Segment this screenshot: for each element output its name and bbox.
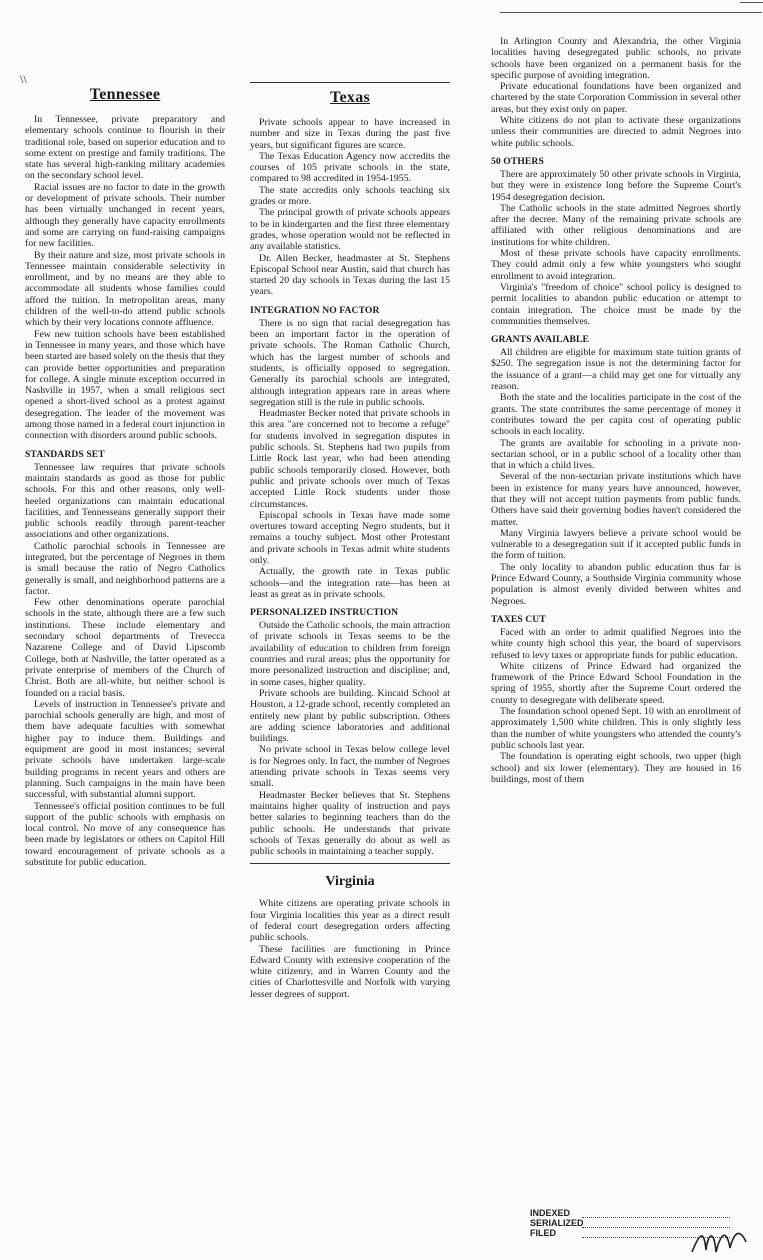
personalized-paragraph: Outside the Catholic schools, the main attraction of private schools in Texas seems to be the availability of education to children from foreign countries and rural areas; plus the opportunity for more personalized instruction and discipline; and, in some cases, higher quality. bbox=[250, 620, 450, 688]
texas-paragraph: The principal growth of private schools appears to be in kindergarten and the first three elementary grades, whose operation would not be reflected in any available statistics. bbox=[250, 207, 450, 253]
taxes-heading: TAXES CUT bbox=[491, 613, 546, 625]
corner-mark: \\ bbox=[20, 72, 27, 86]
taxes-paragraph: The foundation school opened Sept. 10 with an enrollment of approximately 1,500 white children. This is only slightly less than the number of white youngsters who attended the county's public schools last year. bbox=[491, 706, 741, 751]
texas-paragraph: The Texas Education Agency now accredits the courses of 105 private schools in the state, compared to 98 accredited in 1954-1955. bbox=[250, 150, 450, 185]
integration-paragraph: Episcopal schools in Texas have made some overtures toward accepting Negro students, but it remains a touchy subject. Most other Protestant and private schools in Texas admit white students only. bbox=[250, 509, 450, 566]
grants-paragraph: Both the state and the localities participate in the cost of the grants. The state contributes the same percentage of money it contributes toward the per capita cost of operating public schools in each locality. bbox=[491, 392, 741, 438]
texas-column bbox=[250, 80, 450, 1170]
grants-paragraph: All children are eligible for maximum state tuition grants of $250. The segregation issue is not the determining factor for the issuance of a grant—a child may get one for virtually any reason. bbox=[491, 347, 741, 393]
personalized-paragraph: Private schools are building. Kincaid School at Houston, a 12-grade school, recently completed an entirely new plant by public subscription. Others are adding science laboratories and additional buildings. bbox=[250, 687, 450, 745]
texas-top-rule bbox=[250, 82, 450, 83]
texas-paragraph: Private schools appear to have increased in number and size in Texas during the past five years, but significant figures are scarce. bbox=[250, 117, 450, 151]
virginia-heading: Virginia bbox=[325, 874, 375, 890]
texas-paragraph: Dr. Allen Becker, headmaster at St. Stephens Episcopal School near Austin, said that church has started 20 day schools in Texas during the last 15 years. bbox=[250, 252, 450, 298]
virginia-paragraph: In Arlington County and Alexandria, the other Virginia localities having desegregated public schools, no private schools have been organized on a permanent basis for the specific purpose of avoiding integration. bbox=[491, 36, 741, 81]
virginia-column bbox=[491, 36, 741, 1176]
virginia-paragraph: Private educational foundations have been organized and chartered by the state Corporation Commission in several other areas, but they exist only on paper. bbox=[491, 81, 741, 115]
tennessee-paragraph: Few new tuition schools have been established in Tennessee in many years, and those which have been started are based solely on the thesis that they can provide better opportunities and preparation for college. A single minute exception occurred in Nashville in 1957, when a small religious sect opened a short-lived school as a protest against desegregation. The leader of the movement was among those named in a federal court injunction in connection with disorders around public schools. bbox=[25, 328, 225, 442]
standards-paragraph: Few other denominations operate parochial schools in the state, although there are a few such institutions. These include elementary and secondary school departments of Trevecca Nazarene College and of David Lipscomb College, both at Nashville, the latter operated as a private enterprise of members of the Church of Christ. Both are all-white, but neither school is founded on a racial basis. bbox=[25, 597, 225, 699]
tennessee-heading: Tennessee bbox=[89, 86, 161, 103]
others-paragraph: The Catholic schools in the state admitted Negroes shortly after the decree. Many of the remaining private schools are affiliated with other religious denominations and are institutions for white children. bbox=[491, 202, 741, 248]
stamp-filed-label: FILED bbox=[530, 1228, 556, 1238]
integration-paragraph: Actually, the growth rate in Texas public schools—and the integration rate—has been at least as great as in private schools. bbox=[250, 566, 450, 600]
taxes-paragraph: White citizens of Prince Edward had organized the framework of the Prince Edward School Foundation in the spring of 1955, shortly after the Supreme Court ordered the county to desegregate with deliberate speed. bbox=[491, 660, 741, 706]
grants-heading: GRANTS AVAILABLE bbox=[491, 334, 590, 346]
tennessee-paragraph: In Tennessee, private preparatory and elementary schools continue to flourish in their traditional role, based on superior education and to some extent on prestige and family traditions. The state has several high-ranking military academies on the secondary school level. bbox=[25, 114, 225, 182]
standards-heading: STANDARDS SET bbox=[25, 448, 105, 460]
stamp-indexed-label: INDEXED bbox=[530, 1208, 571, 1218]
virginia-paragraph: White citizens do not plan to activate these organizations unless their communities are directed to admit Negroes into white public schools. bbox=[491, 115, 741, 149]
standards-paragraph: Catholic parochial schools in Tennessee are integrated, but the percentage of Negroes in them is small because the ratio of Negro Catholics generally is small, and neighborhood patterns are a factor. bbox=[25, 540, 225, 597]
grants-paragraph: Several of the non-sectarian private institutions which have been in existence for many years have announced, however, that they will not accept tuition payments from public funds. Others have said their governing bodies haven't considered the matter. bbox=[491, 471, 741, 528]
tennessee-paragraph: Racial issues are no factor to date in the growth or development of private schools. Their number has been virtually unchanged in recent years, although they generally have capacity enrollments and some are carrying on fund-raising campaigns for new facilities. bbox=[25, 181, 225, 250]
virginia-paragraph: These facilities are functioning in Prince Edward County with extensive cooperation of the white citizenry, and in Warren County and the cities of Charlottesville and Norfolk with varying lesser degrees of support. bbox=[250, 943, 450, 1000]
virginia-rule bbox=[250, 863, 450, 864]
grants-paragraph: Many Virginia lawyers believe a private school would be vulnerable to a desegregation suit if it accepted public funds in the form of tuition. bbox=[491, 527, 741, 562]
personalized-paragraph: No private school in Texas below college level is for Negroes only. In fact, the number of Negroes attending private schools in Texas seems very small. bbox=[250, 744, 450, 790]
tennessee-paragraph: By their nature and size, most private schools in Tennessee maintain considerable selectivity in enrollment, and by no means are they able to accommodate all students whose families could afford the tuition. In metropolitan areas, many children of the well-to-do attend public schools which by their very locations connote affluence. bbox=[25, 249, 225, 329]
standards-paragraph: Tennessee law requires that private schools maintain standards as good as those for public schools. For this and other reasons, only well-heeled organizations can maintain educational facilities, and Tennesseans generally support their public schools readily through parent-teacher associations and other organizations. bbox=[25, 461, 225, 541]
personalized-paragraph: Headmaster Becker believes that St. Stephens maintains higher quality of instruction and pays better salaries to beginning teachers than do the public schools. He understands that private schools of Texas generally do about as well as public schools in maintaining a teacher supply. bbox=[250, 789, 450, 858]
integration-heading: INTEGRATION NO FACTOR bbox=[250, 304, 380, 316]
integration-paragraph: There is no sign that racial desegregation has been an important factor in the operation of private schools. The Roman Catholic Church, which has the largest number of schools and students, is officially opposed to segregation. Generally its parochial schools are integrated, although integration appears rare in areas where segregation still is the rule in public schools. bbox=[250, 317, 450, 408]
handwritten-signature bbox=[690, 1222, 750, 1258]
others-heading: 50 OTHERS bbox=[491, 155, 544, 167]
standards-paragraph: Levels of instruction in Tennessee's private and parochial schools generally are high, and most of them have adequate faculties with somewhat higher pay to induce them. Buildings and equipment are good in most instances; several private schools have undertaken large-scale building programs in recent years and others are planning. Such campaigns in the main have been successful, with substantial alumni support. bbox=[25, 698, 225, 801]
texas-paragraph: The state accredits only schools teaching six grades or more. bbox=[250, 184, 450, 208]
grants-paragraph: The grants are available for schooling in a private non-sectarian school, or in a public school of a locality other than that in which a child lives. bbox=[491, 437, 741, 472]
top-rule-corner bbox=[740, 2, 763, 3]
texas-heading: Texas bbox=[329, 89, 371, 106]
taxes-paragraph: The foundation is operating eight schools, two upper (high school) and six lower (elementary). They are housed in 16 buildings, most of them bbox=[491, 751, 741, 785]
taxes-paragraph: Faced with an order to admit qualified Negroes into the white county high school this year, the board of supervisors refused to levy taxes or appropriate funds for public education. bbox=[491, 626, 741, 661]
integration-paragraph: Headmaster Becker noted that private schools in this area "are concerned not to become a refuge" for students involved in segregation disputes in public schools. St. Stephens had two pupils from Little Rock last year, who had been attending public schools temporarily closed. However, both public and private schools over much of Texas accepted Little Rock students under those circumstances. bbox=[250, 408, 450, 510]
grants-paragraph: The only locality to abandon public education thus far is Prince Edward County, a Southside Virginia community whose population is almost evenly divided between whites and Negroes. bbox=[491, 561, 741, 607]
standards-paragraph: Tennessee's official position continues to be full support of the public schools with emphasis on local control. No move of any consequence has been made by legislators or others on Capitol Hill toward encouragement of private schools as a substitute for public education. bbox=[25, 800, 225, 868]
others-paragraph: Virginia's "freedom of choice" school policy is designed to permit localities to abandon public education or attempt to contain integration. The choice must be made by the communities themselves. bbox=[491, 281, 741, 327]
personalized-heading: PERSONALIZED INSTRUCTION bbox=[250, 607, 399, 619]
others-paragraph: There are approximately 50 other private schools in Virginia, but they were in existence long before the Supreme Court's 1954 desegregation decision. bbox=[491, 168, 741, 203]
virginia-paragraph: White citizens are operating private schools in four Virginia localities this year as a direct result of federal court desegregation orders affecting public schools. bbox=[250, 898, 450, 944]
top-rule bbox=[500, 12, 762, 13]
tennessee-column bbox=[25, 80, 225, 1100]
stamp-serialized-label: SERIALIZED bbox=[530, 1218, 584, 1228]
others-paragraph: Most of these private schools have capacity enrollments. They could admit only a few white youngsters who sought enrollment to avoid integration. bbox=[491, 248, 741, 282]
